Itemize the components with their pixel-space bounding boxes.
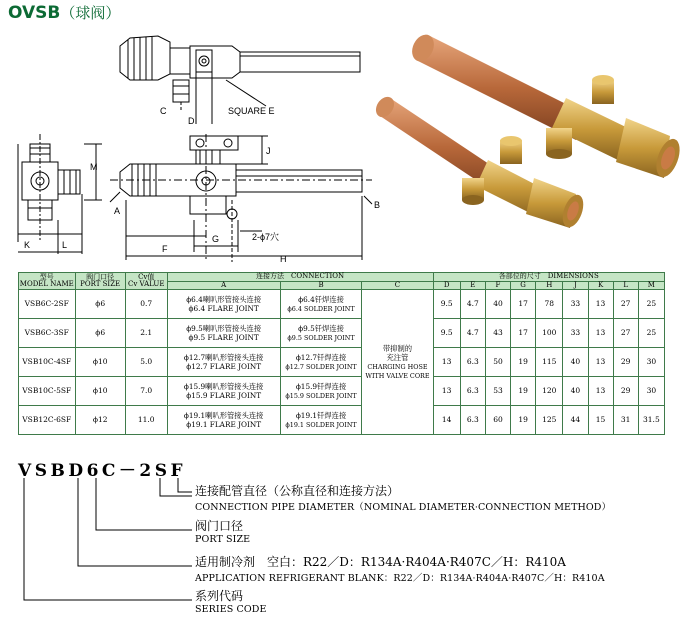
cell-dim: 31.5 <box>638 406 664 435</box>
cell-dim: 29 <box>613 377 638 406</box>
legend-refrigerant <box>195 553 605 584</box>
header-dim: M <box>638 281 664 290</box>
conn-a-en: ϕ19.1 FLARE JOINT <box>186 420 262 430</box>
conn-a-cn: ϕ9.5喇叭形管接头连接 <box>186 324 262 334</box>
legend-port <box>195 517 250 545</box>
cell-model: VSB10C-4SF <box>19 348 76 377</box>
cell-cv: 0.7 <box>125 290 167 319</box>
cell-dim: 27 <box>613 290 638 319</box>
cell-dim: 40 <box>563 377 588 406</box>
legend-port-cn: 阀门口径 <box>195 519 244 533</box>
charging-cn1: 带抑制的 <box>382 344 413 354</box>
cell-cv: 7.0 <box>125 377 167 406</box>
legend-refrigerant-cn: 适用制冷剂 空白：R22／D：R134A·R404A·R407C／H：R410A <box>195 555 566 569</box>
cell-dim: 13 <box>588 319 613 348</box>
cell-dim: 27 <box>613 319 638 348</box>
cell-dim: 33 <box>563 290 588 319</box>
cell-model: VSB12C-6SF <box>19 406 76 435</box>
conn-b-cn: ϕ6.4钎焊连接 <box>298 295 344 305</box>
conn-a-en: ϕ15.9 FLARE JOINT <box>186 391 262 401</box>
cell-dim: 13 <box>433 348 460 377</box>
cell-cv: 2.1 <box>125 319 167 348</box>
cell-dim: 120 <box>536 377 563 406</box>
cell-dim: 19 <box>511 406 536 435</box>
cell-dim: 17 <box>511 290 536 319</box>
cell-dim: 25 <box>638 290 664 319</box>
label-g: G <box>212 234 220 244</box>
cell-port: ϕ6 <box>75 290 125 319</box>
model-code: VSBD6C－2SF <box>18 461 187 481</box>
cell-model: VSB6C-2SF <box>19 290 76 319</box>
label-c: C <box>160 106 167 116</box>
header-dim: E <box>460 281 485 290</box>
model-title-cn: （球阀） <box>60 4 121 22</box>
conn-a-en: ϕ9.5 FLARE JOINT <box>188 333 259 343</box>
legend-port-en: PORT SIZE <box>195 534 251 545</box>
conn-b-en: ϕ12.7 SOLDER JOINT <box>285 363 357 372</box>
header-model-cn: 型号 <box>39 272 54 281</box>
cell-model: VSB6C-3SF <box>19 319 76 348</box>
header-cv-en: Cv VALUE <box>127 280 165 289</box>
cell-dim: 6.3 <box>460 377 485 406</box>
label-m: M <box>90 162 98 172</box>
header-dim: L <box>613 281 638 290</box>
cell-model: VSB10C-5SF <box>19 377 76 406</box>
cell-dim: 30 <box>638 348 664 377</box>
legend-refrigerant-en: APPLICATION REFRIGERANT BLANK：R22／D：R134A·R404A·R407C／H：R410A <box>195 573 605 584</box>
header-port-en: PORT SIZE <box>80 280 121 289</box>
label-l: L <box>62 240 68 250</box>
model-title: OVSB <box>8 3 61 23</box>
header-dim: H <box>536 281 563 290</box>
cell-dim: 14 <box>433 406 460 435</box>
conn-a-cn: ϕ12.7喇叭形管接头连接 <box>183 353 264 363</box>
header-connection: 连接方法 CONNECTION <box>167 273 433 282</box>
header-model-en: MODEL NAME <box>19 280 74 289</box>
header-dim: J <box>563 281 588 290</box>
charging-en1: CHARGING HOSE <box>367 363 428 372</box>
legend-series <box>195 587 267 615</box>
header-port-cn: 阀门口径 <box>86 272 115 281</box>
conn-a-cn: ϕ19.1喇叭形管接头连接 <box>183 411 264 421</box>
cell-dim: 40 <box>563 348 588 377</box>
conn-a-en: ϕ12.7 FLARE JOINT <box>186 362 262 372</box>
conn-a-cn: ϕ6.4喇叭形管接头连接 <box>186 295 262 305</box>
label-h: H <box>280 254 287 264</box>
cell-dim: 4.7 <box>460 290 485 319</box>
conn-a-en: ϕ6.4 FLARE JOINT <box>188 304 259 314</box>
cell-dim: 13 <box>588 348 613 377</box>
legend-connection-en: CONNECTION PIPE DIAMETER（NOMINAL DIAMETER·CONNECTION METHOD） <box>195 502 612 513</box>
conn-b-cn: ϕ15.9钎焊连接 <box>295 382 347 392</box>
cell-dim: 31 <box>613 406 638 435</box>
cell-port: ϕ10 <box>75 377 125 406</box>
conn-b-cn: ϕ12.7钎焊连接 <box>295 353 347 363</box>
label-b: B <box>374 200 380 210</box>
cell-port: ϕ6 <box>75 319 125 348</box>
cell-dim: 100 <box>536 319 563 348</box>
legend-series-cn: 系列代码 <box>195 589 244 603</box>
legend-connection <box>195 482 611 513</box>
header-dim: G <box>511 281 536 290</box>
conn-a-cn: ϕ15.9喇叭形管接头连接 <box>183 382 264 392</box>
cell-dim: 40 <box>485 290 510 319</box>
cell-dim: 53 <box>485 377 510 406</box>
cell-dim: 50 <box>485 348 510 377</box>
cell-dim: 4.7 <box>460 319 485 348</box>
header-dimensions: 各部位的尺寸 DIMENSIONS <box>433 273 664 282</box>
cell-dim: 43 <box>485 319 510 348</box>
charging-en2: WITH VALVE CORE <box>365 372 430 381</box>
label-a: A <box>114 206 121 216</box>
cell-dim: 15 <box>588 406 613 435</box>
label-square-e: SQUARE E <box>228 106 275 116</box>
cell-dim: 17 <box>511 319 536 348</box>
cell-dim: 9.5 <box>433 319 460 348</box>
header-col-c: C <box>362 281 433 290</box>
cell-dim: 19 <box>511 377 536 406</box>
cell-dim: 60 <box>485 406 510 435</box>
label-f: F <box>162 244 168 254</box>
cell-dim: 44 <box>563 406 588 435</box>
header-dim: D <box>433 281 460 290</box>
label-j: J <box>266 146 271 156</box>
cell-dim: 19 <box>511 348 536 377</box>
legend-series-en: SERIES CODE <box>195 604 267 615</box>
conn-b-cn: ϕ9.5钎焊连接 <box>298 324 344 334</box>
cell-dim: 115 <box>536 348 563 377</box>
conn-b-en: ϕ9.5 SOLDER JOINT <box>287 334 355 343</box>
legend-connection-cn: 连接配管直径（公称直径和连接方法） <box>195 484 400 498</box>
cell-port: ϕ12 <box>75 406 125 435</box>
conn-b-en: ϕ15.9 SOLDER JOINT <box>285 392 357 401</box>
conn-b-en: ϕ19.1 SOLDER JOINT <box>285 421 357 430</box>
header-col-a: A <box>167 281 280 290</box>
cell-dim: 29 <box>613 348 638 377</box>
cell-dim: 30 <box>638 377 664 406</box>
cell-dim: 6.3 <box>460 406 485 435</box>
cell-dim: 9.5 <box>433 290 460 319</box>
label-hole: 2-ϕ7穴 <box>252 232 280 242</box>
header-dim: K <box>588 281 613 290</box>
cell-dim: 125 <box>536 406 563 435</box>
cell-dim: 78 <box>536 290 563 319</box>
charging-cn2: 充注管 <box>386 353 409 363</box>
header-dim: F <box>485 281 510 290</box>
cell-dim: 25 <box>638 319 664 348</box>
cell-cv: 5.0 <box>125 348 167 377</box>
cell-dim: 33 <box>563 319 588 348</box>
label-d: D <box>188 116 195 126</box>
cell-dim: 13 <box>588 290 613 319</box>
conn-b-cn: ϕ19.1钎焊连接 <box>295 411 347 421</box>
label-k: K <box>24 240 31 250</box>
cell-dim: 13 <box>588 377 613 406</box>
cell-port: ϕ10 <box>75 348 125 377</box>
header-cv-cn: Cv值 <box>138 272 155 281</box>
cell-dim: 6.3 <box>460 348 485 377</box>
cell-cv: 11.0 <box>125 406 167 435</box>
cell-dim: 13 <box>433 377 460 406</box>
conn-b-en: ϕ6.4 SOLDER JOINT <box>287 305 355 314</box>
header-col-b: B <box>280 281 362 290</box>
